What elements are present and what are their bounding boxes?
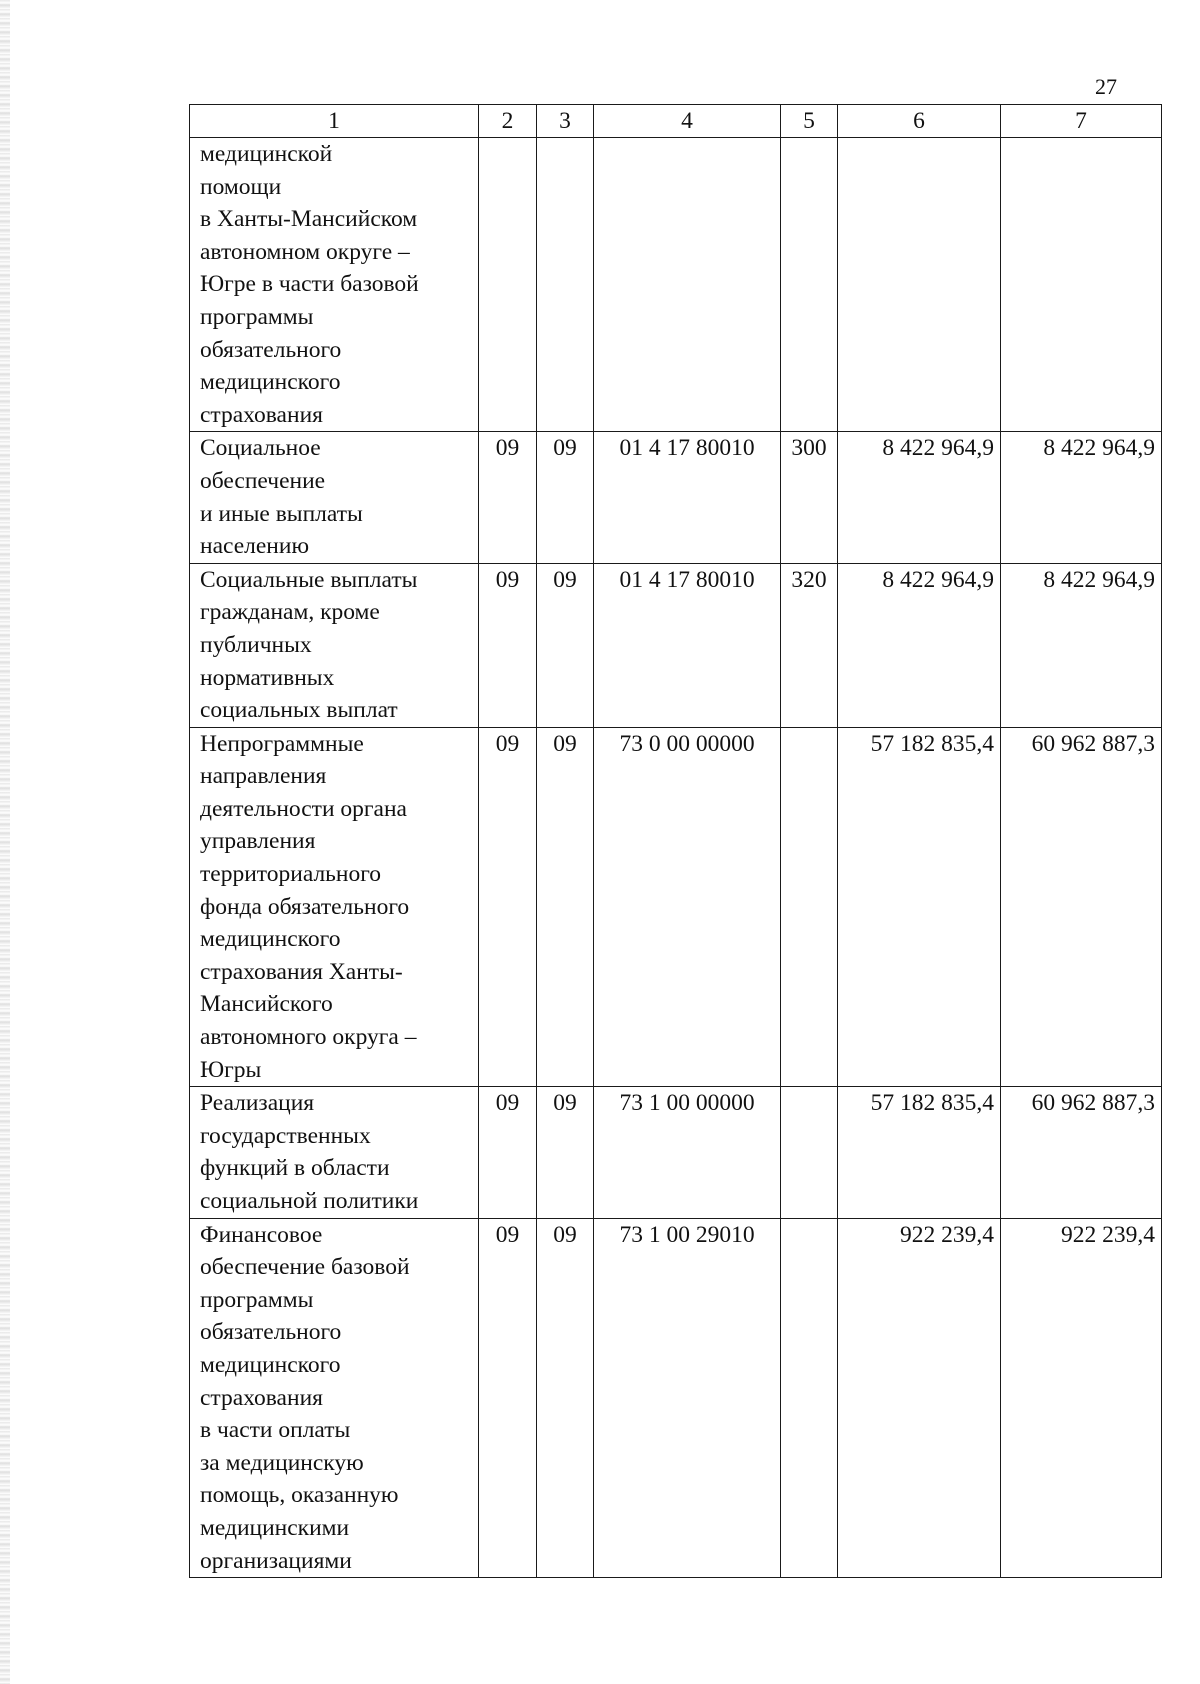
table-row bbox=[190, 1218, 1162, 1578]
page-number: 27 bbox=[1095, 74, 1117, 99]
row-name-line: фонда обязательного bbox=[200, 893, 410, 920]
row-name-line: Непрограммные bbox=[200, 730, 364, 757]
column-header-1: 1 bbox=[190, 105, 479, 138]
subsection-cell: 09 bbox=[537, 432, 594, 563]
subsection-cell: 09 bbox=[537, 727, 594, 1087]
amount-year2-cell: 922 239,4 bbox=[1001, 1218, 1162, 1578]
row-name-line: обеспечение базовой bbox=[200, 1254, 410, 1281]
expense-type-cell: 300 bbox=[781, 432, 838, 563]
row-name-line: государственных bbox=[200, 1122, 371, 1149]
table-row bbox=[190, 1087, 1162, 1218]
row-name-line: автономного округа – bbox=[200, 1024, 417, 1051]
row-name-cell bbox=[190, 727, 479, 1087]
row-name-line: в Ханты-Мансийском bbox=[200, 206, 418, 233]
row-name-cell bbox=[190, 138, 479, 432]
row-name-line: Финансовое bbox=[200, 1221, 323, 1248]
subsection-cell: 09 bbox=[537, 1087, 594, 1218]
row-name-line: обязательного bbox=[200, 1319, 342, 1346]
column-header-4: 4 bbox=[594, 105, 781, 138]
row-name-line: направления bbox=[200, 763, 327, 790]
amount-year2-cell: 60 962 887,3 bbox=[1001, 727, 1162, 1087]
amount-year2-cell bbox=[1001, 138, 1162, 432]
section-cell: 09 bbox=[479, 563, 537, 727]
row-name-line: страхования bbox=[200, 1384, 323, 1411]
row-name-line: Югры bbox=[200, 1056, 262, 1083]
header-row bbox=[190, 105, 1162, 138]
table-row bbox=[190, 727, 1162, 1087]
row-name-line: медицинского bbox=[200, 926, 341, 953]
row-name-line: Социальные выплаты bbox=[200, 566, 418, 593]
row-name-line: помощь, оказанную bbox=[200, 1482, 399, 1509]
row-name-line: автономном округе – bbox=[200, 238, 410, 265]
budget-table bbox=[189, 104, 1162, 1578]
amount-year2-cell: 8 422 964,9 bbox=[1001, 563, 1162, 727]
row-name-line: обеспечение bbox=[200, 467, 326, 494]
row-name-line: Реализация bbox=[200, 1090, 315, 1117]
row-name-line: населению bbox=[200, 533, 310, 560]
amount-year1-cell: 57 182 835,4 bbox=[838, 1087, 1001, 1218]
row-name-line: территориального bbox=[200, 861, 382, 888]
row-name-line: медицинскими bbox=[200, 1514, 350, 1541]
table-row bbox=[190, 563, 1162, 727]
row-name-cell bbox=[190, 432, 479, 563]
row-name-line: в части оплаты bbox=[200, 1417, 351, 1444]
amount-year1-cell bbox=[838, 138, 1001, 432]
row-name-line: функций в области bbox=[200, 1155, 390, 1182]
section-cell: 09 bbox=[479, 432, 537, 563]
row-name-line: гражданам, кроме bbox=[200, 599, 380, 626]
target-code-cell bbox=[594, 138, 781, 432]
target-code-cell: 01 4 17 80010 bbox=[594, 432, 781, 563]
row-name-line: нормативных bbox=[200, 664, 335, 691]
row-name-line: медицинского bbox=[200, 369, 341, 396]
target-code-cell: 73 0 00 00000 bbox=[594, 727, 781, 1087]
section-cell: 09 bbox=[479, 1218, 537, 1578]
amount-year1-cell: 57 182 835,4 bbox=[838, 727, 1001, 1087]
amount-year1-cell: 8 422 964,9 bbox=[838, 432, 1001, 563]
row-name-line: деятельности органа bbox=[200, 795, 407, 822]
row-name-line: социальной политики bbox=[200, 1188, 419, 1214]
column-header-2: 2 bbox=[479, 105, 537, 138]
row-name-cell bbox=[190, 1087, 479, 1218]
column-header-3: 3 bbox=[537, 105, 594, 138]
row-name-line: социальных выплат bbox=[200, 697, 398, 724]
amount-year1-cell: 922 239,4 bbox=[838, 1218, 1001, 1578]
expense-type-cell: 320 bbox=[781, 563, 838, 727]
row-name-line: программы bbox=[200, 303, 314, 330]
row-name-line: страхования bbox=[200, 401, 323, 428]
row-name-line: страхования Ханты- bbox=[200, 958, 403, 985]
row-name-line: медицинского bbox=[200, 1351, 341, 1378]
row-name-cell bbox=[190, 563, 479, 727]
column-header-5: 5 bbox=[781, 105, 838, 138]
row-name-line: обязательного bbox=[200, 336, 342, 363]
table-row bbox=[190, 432, 1162, 563]
row-name-cell bbox=[190, 1218, 479, 1578]
expense-type-cell bbox=[781, 1218, 838, 1578]
row-name-line: медицинской bbox=[200, 141, 333, 167]
section-cell: 09 bbox=[479, 1087, 537, 1218]
amount-year1-cell: 8 422 964,9 bbox=[838, 563, 1001, 727]
row-name-line: и иные выплаты bbox=[200, 500, 363, 527]
target-code-cell: 73 1 00 00000 bbox=[594, 1087, 781, 1218]
amount-year2-cell: 60 962 887,3 bbox=[1001, 1087, 1162, 1218]
amount-year2-cell: 8 422 964,9 bbox=[1001, 432, 1162, 563]
subsection-cell: 09 bbox=[537, 563, 594, 727]
column-header-7: 7 bbox=[1001, 105, 1162, 138]
row-name-line: помощи bbox=[200, 173, 282, 200]
expense-type-cell bbox=[781, 1087, 838, 1218]
section-cell: 09 bbox=[479, 727, 537, 1087]
column-header-6: 6 bbox=[838, 105, 1001, 138]
expense-type-cell bbox=[781, 727, 838, 1087]
row-name-line: организациями bbox=[200, 1547, 352, 1574]
expense-type-cell bbox=[781, 138, 838, 432]
row-name-line: за медицинскую bbox=[200, 1449, 364, 1476]
row-name-line: публичных bbox=[200, 631, 312, 658]
row-name-line: управления bbox=[200, 828, 316, 855]
section-cell bbox=[479, 138, 537, 432]
row-name-line: Югре в части базовой bbox=[200, 271, 419, 298]
target-code-cell: 73 1 00 29010 bbox=[594, 1218, 781, 1578]
row-name-line: Социальное bbox=[200, 435, 321, 462]
subsection-cell: 09 bbox=[537, 1218, 594, 1578]
table-body bbox=[190, 138, 1162, 1578]
subsection-cell bbox=[537, 138, 594, 432]
row-name-line: программы bbox=[200, 1286, 314, 1313]
scan-edge bbox=[0, 0, 10, 1684]
row-name-line: Мансийского bbox=[200, 991, 333, 1018]
table-row bbox=[190, 138, 1162, 432]
target-code-cell: 01 4 17 80010 bbox=[594, 563, 781, 727]
